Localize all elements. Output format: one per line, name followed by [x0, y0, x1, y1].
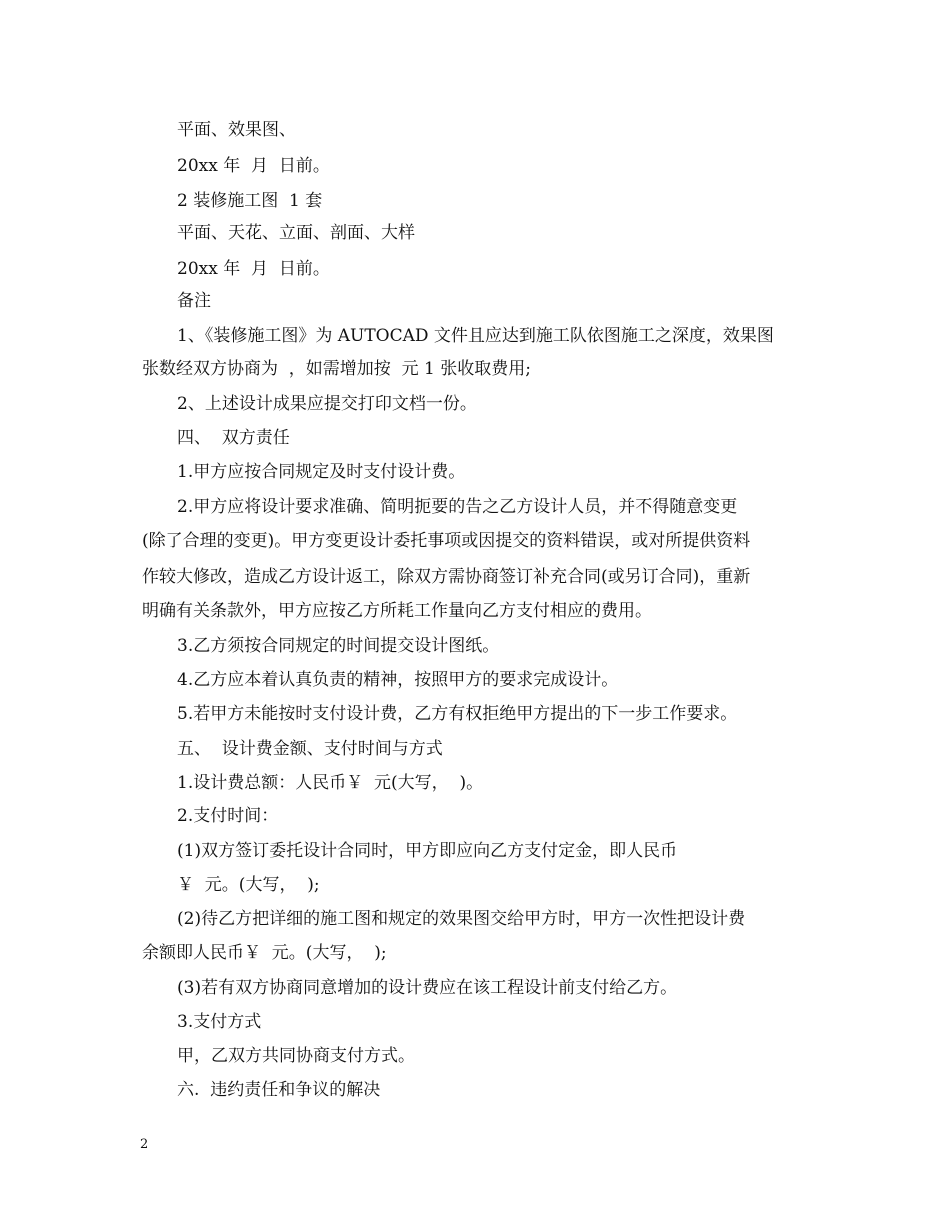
text-line: 平面、效果图、	[177, 120, 296, 140]
page-number: 2	[140, 1137, 149, 1152]
text-line: 3.支付方式	[177, 1012, 262, 1032]
text-line: 1、《装修施工图》为 AUTOCAD 文件且应达到施工队依图施工之深度，效果图	[177, 326, 774, 346]
text-line: 作较大修改，造成乙方设计返工，除双方需协商签订补充合同(或另订合同)，重新	[142, 567, 751, 587]
text-line: 1.甲方应按合同规定及时支付设计费。	[177, 462, 466, 482]
text-line: 4.乙方应本着认真负责的精神，按照甲方的要求完成设计。	[177, 670, 619, 690]
text-line: ￥ 元。(大写， );	[177, 875, 320, 895]
section-heading: 五、 设计费金额、支付时间与方式	[177, 739, 443, 759]
text-line: (除了合理的变更)。甲方变更设计委托事项或因提交的资料错误，或对所提供资料	[142, 531, 751, 551]
section-heading: 六. 违约责任和争议的解决	[177, 1080, 381, 1100]
text-line: 5.若甲方未能按时支付设计费，乙方有权拒绝甲方提出的下一步工作要求。	[177, 704, 738, 724]
text-line: 甲，乙双方共同协商支付方式。	[177, 1046, 415, 1066]
text-line: (2)待乙方把详细的施工图和规定的效果图交给甲方时，甲方一次性把设计费	[177, 909, 746, 929]
text-line: 备注	[177, 291, 211, 311]
text-line: 2、上述设计成果应提交打印文档一份。	[177, 394, 477, 414]
section-heading: 四、 双方责任	[177, 428, 290, 448]
text-line: 2 装修施工图 1 套	[177, 191, 323, 211]
text-line: 3.乙方须按合同规定的时间提交设计图纸。	[177, 636, 500, 656]
text-line: 2.支付时间：	[177, 806, 279, 826]
text-line: 20xx 年 月 日前。	[177, 156, 330, 176]
text-line: (1)双方签订委托设计合同时，甲方即应向乙方支付定金，即人民币	[177, 841, 678, 861]
text-line: 20xx 年 月 日前。	[177, 259, 330, 279]
text-line: 2.甲方应将设计要求准确、简明扼要的告之乙方设计人员，并不得随意变更	[177, 497, 738, 517]
text-line: 明确有关条款外，甲方应按乙方所耗工作量向乙方支付相应的费用。	[142, 601, 652, 621]
text-line: 平面、天花、立面、剖面、大样	[177, 223, 415, 243]
text-line: 余额即人民币￥ 元。(大写， );	[142, 943, 387, 963]
text-line: 1.设计费总额：人民币￥ 元(大写， )。	[177, 773, 484, 793]
text-line: 张数经双方协商为 ，如需增加按 元 1 张收取费用;	[142, 359, 531, 379]
text-line: (3)若有双方协商同意增加的设计费应在该工程设计前支付给乙方。	[177, 978, 678, 998]
